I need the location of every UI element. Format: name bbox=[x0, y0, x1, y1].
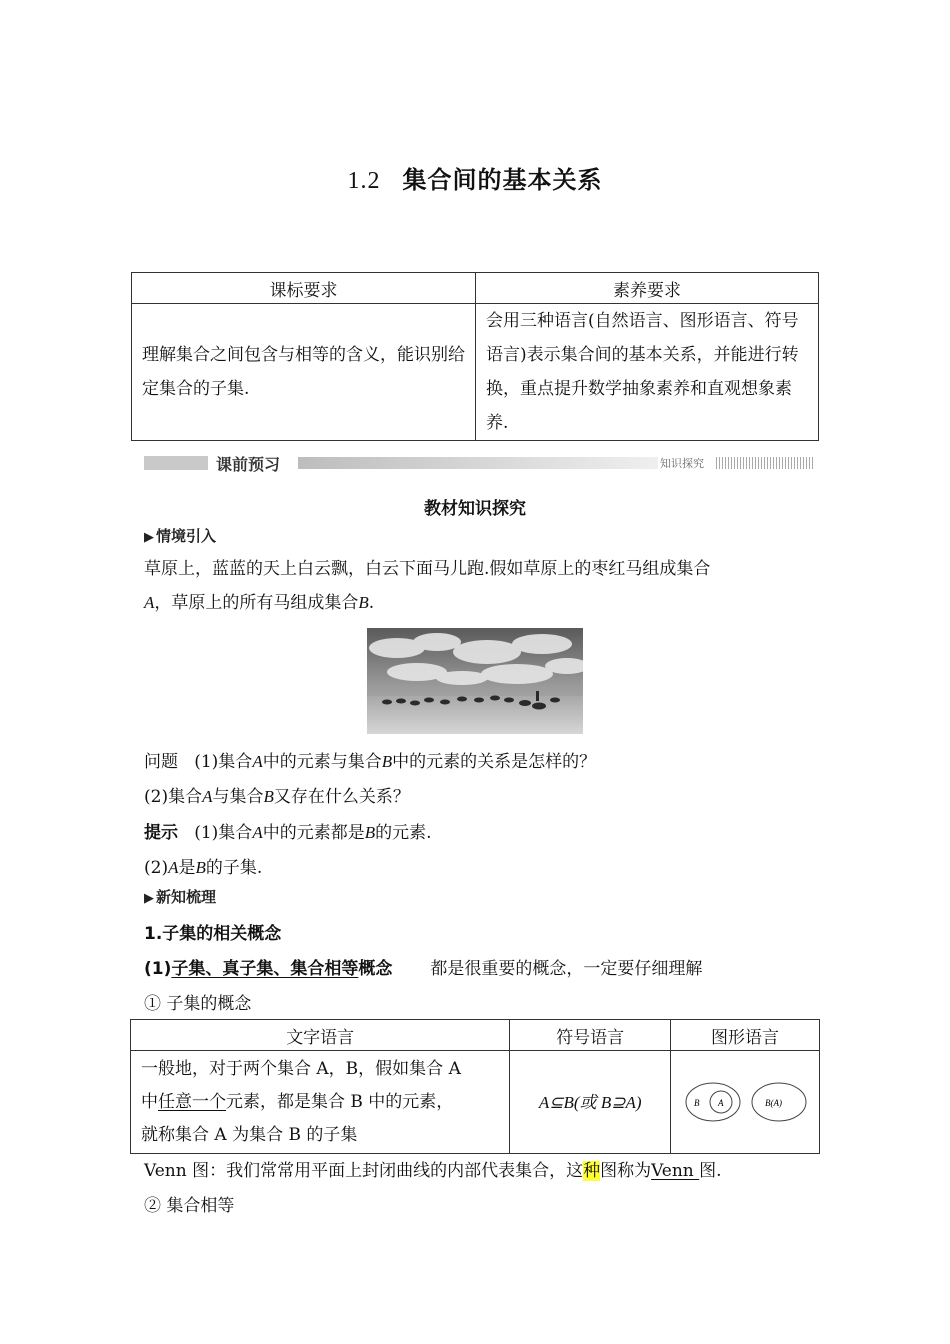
venn-def-underlined: Venn bbox=[651, 1161, 700, 1181]
venn-def-post: 图称为 bbox=[600, 1161, 652, 1181]
intro-heading-label: 情境引入 bbox=[156, 527, 217, 545]
symbol-cell: A⊆B(或 B⊇A) bbox=[510, 1051, 671, 1154]
var-b: B bbox=[263, 787, 274, 806]
venn-def-end: 图. bbox=[699, 1161, 722, 1181]
venn-cell bbox=[671, 1051, 820, 1154]
q2-part-c: 又存在什么关系？ bbox=[273, 787, 410, 807]
venn-left-inner-label: A bbox=[718, 1098, 724, 1108]
subset-concepts-heading: 1.子集的相关概念 bbox=[144, 924, 282, 944]
subset-concept-title: ① 子集的概念 bbox=[144, 994, 252, 1014]
concept-prefix: (1) bbox=[144, 959, 172, 979]
question-1 bbox=[144, 747, 596, 772]
var-a: A bbox=[144, 593, 155, 612]
concept-underlined: 子集、真子集、集合相等 bbox=[171, 959, 359, 979]
new-knowledge-label: 新知梳理 bbox=[156, 888, 217, 906]
h1-part-c: 的元素. bbox=[375, 823, 432, 843]
hint-2 bbox=[144, 853, 262, 878]
text-line-3: 就称集合 A 为集合 B 的子集 bbox=[141, 1124, 358, 1145]
question-label: 问题 bbox=[144, 752, 178, 772]
q2-part-b: 与集合 bbox=[212, 787, 264, 807]
var-a: A bbox=[252, 823, 263, 842]
q1-part-b: 中的元素与集合 bbox=[262, 752, 382, 772]
h1-part-b: 中的元素都是 bbox=[262, 823, 365, 843]
banner-left-bar bbox=[144, 456, 208, 470]
competency-text: 会用三种语言(自然语言、图形语言、符号语言)表示集合间的基本关系，并能进行转换，重点提升数学抽象素养和直观想象素养. bbox=[476, 304, 819, 441]
h2-part-b: 是 bbox=[178, 858, 196, 878]
var-a: A bbox=[202, 787, 213, 806]
page-title bbox=[0, 160, 950, 195]
header-symbol-language: 符号语言 bbox=[510, 1020, 671, 1051]
text-line-2-underlined: 任意一个 bbox=[158, 1091, 226, 1112]
header-text-language: 文字语言 bbox=[131, 1020, 510, 1051]
grassland-horses-photo bbox=[367, 628, 583, 734]
venn-def-pre: Venn 图：我们常常用平面上封闭曲线的内部代表集合，这 bbox=[144, 1161, 584, 1181]
intro-text bbox=[144, 552, 814, 620]
var-a: A bbox=[168, 858, 179, 877]
subset-table bbox=[130, 1019, 820, 1154]
set-equality-title: ② 集合相等 bbox=[144, 1196, 235, 1216]
new-knowledge-heading bbox=[144, 886, 216, 907]
banner-stripes bbox=[716, 457, 814, 469]
h1-part-a: (1)集合 bbox=[194, 823, 253, 843]
venn-def-highlight: 种 bbox=[583, 1161, 601, 1181]
hint-label: 提示 bbox=[144, 823, 178, 843]
var-b: B bbox=[358, 593, 369, 612]
venn-diagram bbox=[681, 1077, 809, 1127]
q1-part-a: (1)集合 bbox=[194, 752, 253, 772]
intro-line-1: 草原上，蓝蓝的天上白云飘，白云下面马儿跑.假如草原上的枣红马组成集合 bbox=[144, 559, 711, 579]
venn-definition bbox=[144, 1156, 722, 1181]
concept-suffix: 概念 bbox=[358, 959, 393, 979]
section-banner bbox=[144, 452, 814, 474]
text-line-2-post: 元素，都是集合 B 中的元素， bbox=[226, 1091, 454, 1112]
hint-1 bbox=[144, 818, 432, 843]
var-b: B bbox=[364, 823, 376, 842]
text-line-2-pre: 中 bbox=[141, 1091, 158, 1112]
var-a: A bbox=[252, 752, 263, 771]
header-competency: 素养要求 bbox=[476, 273, 819, 304]
h2-part-a: (2) bbox=[144, 858, 169, 878]
banner-gradient-bar bbox=[298, 457, 658, 469]
title-text: 集合间的基本关系 bbox=[402, 165, 603, 194]
triangle-icon: ▶ bbox=[144, 530, 154, 545]
intro-heading bbox=[144, 525, 216, 546]
concept-note: 都是很重要的概念，一定要仔细理解 bbox=[430, 959, 703, 979]
curriculum-text: 理解集合之间包含与相等的含义，能识别给定集合的子集. bbox=[132, 304, 476, 441]
h2-part-c: 的子集. bbox=[205, 858, 263, 878]
question-2 bbox=[144, 782, 410, 807]
triangle-icon: ▶ bbox=[144, 891, 154, 906]
header-curriculum: 课标要求 bbox=[132, 273, 476, 304]
title-number: 1.2 bbox=[347, 168, 381, 194]
var-b: B bbox=[381, 752, 393, 771]
section-title: 教材知识探究 bbox=[424, 499, 526, 519]
venn-left-outer-label: B bbox=[694, 1098, 700, 1108]
requirements-table bbox=[131, 272, 819, 441]
intro-line-2-text: ，草原上的所有马组成集合 bbox=[154, 593, 359, 613]
intro-line-2 bbox=[144, 586, 814, 620]
q1-part-c: 中的元素的关系是怎样的？ bbox=[392, 752, 597, 772]
intro-line-2-end: . bbox=[368, 593, 375, 613]
venn-right-label: B(A) bbox=[765, 1098, 782, 1108]
text-line-2 bbox=[141, 1086, 499, 1119]
q2-part-a: (2)集合 bbox=[144, 787, 203, 807]
concept-line bbox=[144, 954, 702, 979]
header-graphic-language: 图形语言 bbox=[671, 1020, 820, 1051]
text-line-1: 一般地，对于两个集合 A，B，假如集合 A bbox=[141, 1058, 461, 1079]
banner-label: 课前预习 bbox=[216, 455, 281, 474]
banner-right-label: 知识探究 bbox=[660, 457, 704, 470]
var-b: B bbox=[195, 858, 206, 877]
text-language-cell bbox=[131, 1051, 510, 1154]
